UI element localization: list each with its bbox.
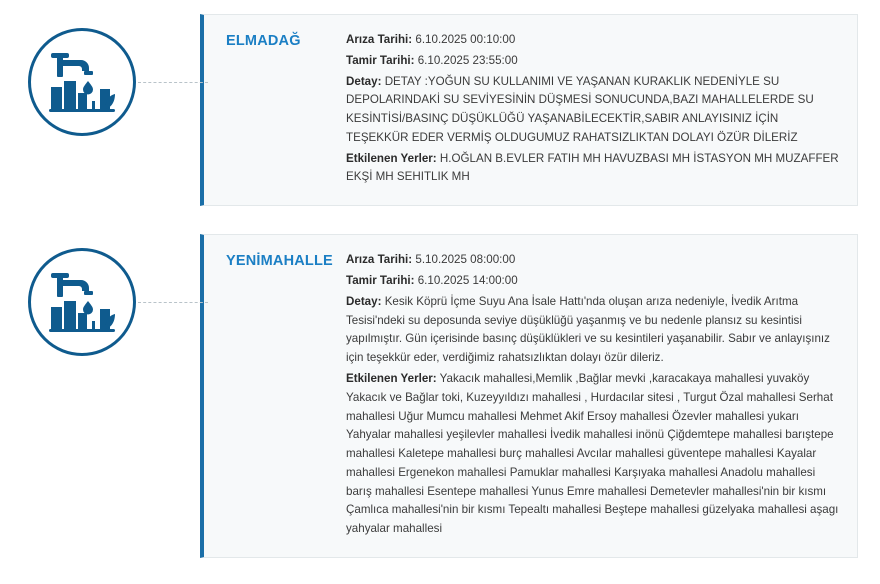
affected-row <box>346 150 839 188</box>
repair-date-value: 6.10.2025 23:55:00 <box>417 53 518 67</box>
repair-date-row <box>346 52 839 71</box>
outage-card <box>200 234 858 558</box>
fault-date-row <box>346 251 839 270</box>
outage-entry <box>0 14 880 206</box>
fault-date-row <box>346 31 839 50</box>
detail-row <box>346 293 839 368</box>
water-tap-icon <box>28 248 136 356</box>
connector-line <box>138 82 208 83</box>
affected-value: H.OĞLAN B.EVLER FATIH MH HAVUZBASI MH İSTASYON MH MUZAFFER EKŞİ MH SEHITLIK MH <box>346 151 839 184</box>
outage-details <box>346 31 839 189</box>
repair-date-row <box>346 272 839 291</box>
outage-card <box>200 14 858 206</box>
detail-row <box>346 73 839 148</box>
water-tap-icon <box>28 28 136 136</box>
affected-label: Etkilenen Yerler: <box>346 151 437 165</box>
repair-date-label: Tamir Tarihi: <box>346 53 415 67</box>
outage-entry <box>0 234 880 558</box>
outage-details <box>346 251 839 541</box>
fault-date-label: Arıza Tarihi: <box>346 253 413 267</box>
fault-date-value: 5.10.2025 08:00:00 <box>415 253 516 267</box>
fault-date-label: Arıza Tarihi: <box>346 33 413 46</box>
repair-date-label: Tamir Tarihi: <box>346 274 415 288</box>
outage-city-name: YENİMAHALLE <box>226 253 333 270</box>
affected-label: Etkilenen Yerler: <box>346 371 437 385</box>
affected-value: Yakacık mahallesi,Memlik ,Bağlar mevki ,karacakaya mahallesi yuvaköy Yakacık ve Bağlar toki, Kuzeyyıldızı mahallesi , Hurdacılar sitesi , Turgut Özal mahallesi Serhat mahallesi Uğur Mumcu mahallesi Mehmet Akif Ersoy mahallesi Özevler mahallesi yukarı Yahyalar mahallesi yeşilevler mahallesi İvedik mahallesi inönü Çiğdemtepe mahallesi barıştepe mahallesi Kaletepe mahallesi burç mahallesi Avcılar mahallesi güventepe mahallesi Kayalar mahallesi Ergenekon mahallesi Pamuklar mahallesi Karşıyaka mahallesi Anadolu mahallesi barış mahallesi Esentepe mahallesi Yunus Emre mahallesi Demetevler mahallesi'nin bir kısmı Çamlıca mahallesi'nin bir kısmı Tepealtı mahallesi Beştepe mahallesi güzelyaka mahallesi aşagı yahyalar mahallesi <box>346 371 839 536</box>
connector-line <box>138 302 208 303</box>
detail-value: DETAY :YOĞUN SU KULLANIMI VE YAŞANAN KURAKLIK NEDENİYLE SU DEPOLARINDAKİ SU SEVİYESİNİN DÜŞMESİ SONUCUNDA,BAZI MAHALLELERDE SU KESİNTİSİ/BASINÇ DÜŞÜKLÜĞÜ YAŞANABİLECEKTİR,SABIR ANLAYISINIZ İÇİN TEŞEKKÜR EDER VERMİŞ OLDUGUMUZ RAHATSIZLIKTAN DOLAYI ÖZÜR DİLERİZ <box>346 74 814 144</box>
outage-icon-column <box>0 234 200 356</box>
outage-icon-column <box>0 14 200 136</box>
detail-label: Detay: <box>346 74 382 88</box>
outage-city-name: ELMADAĞ <box>226 33 301 49</box>
affected-row <box>346 370 839 539</box>
detail-value: Kesik Köprü İçme Suyu Ana İsale Hattı'nda oluşan arıza nedeniyle, İvedik Arıtma Tesisi'ndeki su deposunda seviye düşüklüğü yaşanmış ve bu nedenle plansız su kesintisi yapılmıştır. Gün içerisinde basınç düşüklükleri ve su kesintileri yaşanabilir. Sabır ve anlayışınız için teşekkür eder, verdiğimiz rahatsızlıktan dolayı özür dileriz. <box>346 294 830 365</box>
detail-label: Detay: <box>346 294 382 308</box>
fault-date-value: 6.10.2025 00:10:00 <box>415 33 516 46</box>
repair-date-value: 6.10.2025 14:00:00 <box>417 274 518 288</box>
